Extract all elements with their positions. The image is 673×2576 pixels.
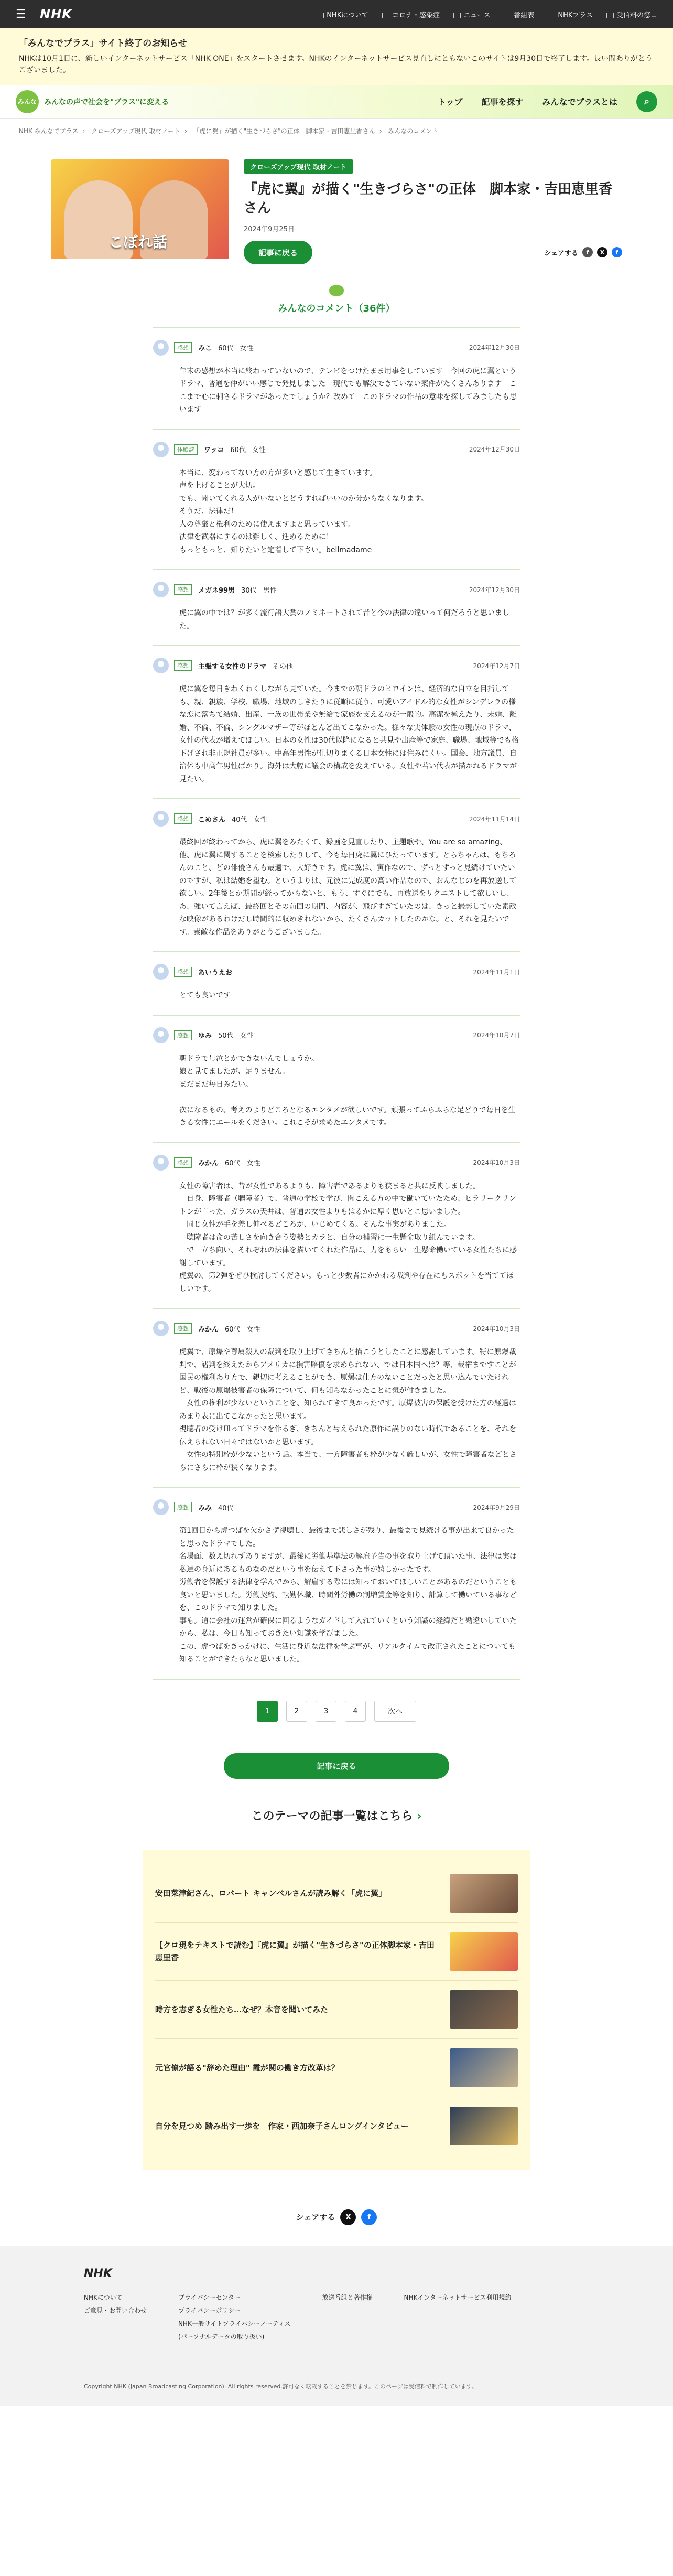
breadcrumb-item[interactable]: NHK みんなでプラス [19, 127, 79, 135]
comment-badge: 感想 [174, 1502, 192, 1512]
back-to-article-button[interactable]: 記事に戻る [244, 241, 312, 264]
comment-author: 主張する女性のドラマ [198, 662, 267, 671]
comment-badge: 感想 [174, 967, 192, 977]
top-link[interactable]: 番組表 [504, 9, 534, 19]
comments-count: みんなのコメント（36件） [278, 303, 395, 314]
nav-about[interactable]: みんなでプラスとは [542, 97, 617, 108]
article-header [51, 159, 622, 264]
comment-meta [153, 1027, 520, 1043]
top-links [317, 9, 657, 19]
x-share-icon[interactable]: X [597, 247, 607, 257]
comment-age: 30代 [241, 586, 257, 595]
article-info [244, 159, 622, 264]
related-title: 安田菜津紀さん、ロバート キャンベルさんが読み解く「虎に翼」 [155, 1888, 387, 1898]
comment-item [153, 430, 520, 571]
comment-item [153, 570, 520, 646]
comment-gender: 女性 [246, 1325, 260, 1334]
nav-search-articles[interactable]: 記事を探す [481, 97, 524, 108]
comment-meta [153, 1499, 520, 1515]
comment-meta [153, 658, 520, 673]
site-tagline: みんなの声で社会を"プラス"に変える [44, 98, 169, 106]
link-icon [453, 13, 461, 18]
comment-gender: 女性 [253, 815, 267, 824]
comment-item [153, 1143, 520, 1310]
comment-item [153, 1016, 520, 1143]
footer-link[interactable]: ご意見・お問い合わせ [84, 2306, 147, 2314]
copyright: Copyright NHK (Japan Broadcasting Corporation). All rights reserved.許可なく転載することを禁じます。このページは受信料で制作しています。 [84, 2382, 477, 2390]
comment-meta [153, 964, 520, 980]
related-item[interactable] [155, 2039, 518, 2097]
comment-badge: 感想 [174, 1157, 192, 1168]
comment-date: 2024年10月3日 [473, 1159, 520, 1167]
avatar-icon [153, 1321, 169, 1336]
related-item[interactable] [155, 1864, 518, 1923]
facebook-icon[interactable]: f [612, 247, 622, 257]
related-item[interactable] [155, 2097, 518, 2155]
series-label[interactable]: クローズアップ現代 取材ノート [244, 159, 353, 174]
comment-author: あいうえお [198, 969, 233, 977]
comment-meta [153, 442, 520, 457]
search-icon[interactable]: ⌕ [636, 91, 657, 112]
share-bar [544, 247, 622, 257]
top-link[interactable]: NHKについて [317, 9, 368, 19]
footer-logo[interactable]: NHK [84, 2267, 112, 2280]
breadcrumb-item[interactable]: 「虎に翼」が描く"生きづらさ"の正体 脚本家・吉田恵里香さん [193, 127, 375, 135]
comment-text: 虎に翼を毎日きわくわくしながら見ていた。今までの朝ドラのヒロインは、経済的な自立を目指しても、親、親族、学校、職場、地域のしきたりに従順に従う、可愛いアイドル的な女性がシンデレラの様な恋に落ちて結婚、出産、一族の世帯業や無給で家族を支えるのが一般的。高潔を極えたり、未婚、離婚、不倫、不倫、シングルマザー等がほとんど出てこなかった。様々な実体験の女性の現点のドラマ、女性の代表が増えてほしい。日本の女性は30代以降になると共見や出産等で家庭、職場、地域等でも格下げされ非正規社員が多い。中高年男性が仕切りまくる日本女性には住みにくい。国会、地方議員、自治体も中高年男性ばかり。海外は大幅に議会の構成を変えている。女性や若い代表が描かれるドラマが見たい。 [179, 685, 519, 783]
avatar-icon [153, 582, 169, 597]
comment-badge: 感想 [174, 1323, 192, 1334]
comment-date: 2024年12月7日 [473, 662, 520, 670]
comment-date: 2024年12月30日 [469, 446, 520, 454]
comment-age: 40代 [232, 815, 247, 824]
share-label: シェアする [296, 2213, 335, 2223]
link-icon [504, 13, 511, 18]
comment-text: 虎翼で、原爆や尊属殺人の裁判を取り上げてきちんと描こうとしたことに感謝しています。特に原爆裁判で、諸判を終えたからアメリカに損害賠償を求められない、では日本国へは？等、裁権まですことが国民の権利あり方で、親切に考えることができ、原爆は仕方のないことだったと思い込んでいたけれど、戦後の原爆被害者の保障について、何も知らなかったことに気が付きました。 女性の権利が少ないということを、知られてきて良かったです。原爆被害の保護を受けた方の経過はあまり表に出てこなかったと思います。 視聴者の受け皿ってドラマを作るぎ、きちんと与えられた原作に誤りのない時代であることを、それを伝えられない日々ではないかと思います。 女性の特別枠が少ないという話。本当で、一方障害者も枠が少なく厳しいが、女性で障害者などとさらにさらに枠が狭くなります。 [179, 1348, 517, 1472]
related-title: 【クロ現をテキストで読む】『虎に翼』が描く"生きづらさ"の正体脚本家・吉田恵里香 [155, 1940, 435, 1962]
avatar-icon [153, 1155, 169, 1171]
theme-link-label: このテーマの記事一覧はこちら [251, 1809, 413, 1823]
menu-icon[interactable]: ☰ [16, 7, 26, 21]
comment-gender: 女性 [252, 446, 266, 455]
breadcrumb-current: みんなのコメント [388, 127, 439, 135]
footer-col [322, 2293, 373, 2345]
link-icon [382, 13, 389, 18]
footer-links [84, 2293, 589, 2345]
article-actions [244, 241, 622, 264]
avatar-icon [153, 658, 169, 673]
comment-date: 2024年10月3日 [473, 1325, 520, 1333]
link-icon [606, 13, 614, 18]
comment-badge: 感想 [174, 342, 192, 353]
comment-author: みみ [198, 1504, 212, 1512]
footer [0, 2246, 673, 2406]
comment-badge: 感想 [174, 660, 192, 671]
comment-meta [153, 1321, 520, 1336]
notice-text: NHKは10月1日に、新しいインターネットサービス「NHK ONE」をスタートさせます。NHKのインターネットサービス見直しにともないこのサイトは9月30日で終了します。長い間ありがとうございました。 [19, 55, 653, 75]
comment-age: 40代 [218, 1504, 234, 1512]
footer-link[interactable]: NHKについて [84, 2293, 123, 2301]
top-bar [0, 0, 673, 28]
facebook-share-icon[interactable]: f [582, 247, 593, 257]
comment-meta [153, 582, 520, 597]
comment-date: 2024年9月29日 [473, 1504, 520, 1511]
comment-text: 虎に翼の中では？が多く流行語大賞のノミネートされて昔と今の法律の違いって何だろうと思いました。 [179, 609, 509, 630]
comment-age: その他 [273, 662, 294, 671]
avatar-icon [153, 340, 169, 356]
facebook-share-icon[interactable]: f [361, 2209, 377, 2225]
comments-list [153, 327, 520, 1680]
related-thumbnail [450, 1932, 518, 1971]
chevron-right-icon: › [417, 1809, 422, 1823]
avatar-icon [153, 811, 169, 827]
share-bar-bottom [0, 2209, 673, 2225]
comment-text: 本当に、変わってない方の方が多いと感じて生きています。 声を上げることが大切。 でも、聞いてくれる人がいないとどうすればいいのか分からなくなります。 そうだ、法律だ！ 人の尊厳と権利のために使えますよと思っています。 法律を武器にするのは難しく、進めるために！ もっともっと、知りたいと定着して下さい。bellmadame [179, 468, 428, 554]
related-thumbnail [450, 1990, 518, 2029]
avatar-icon [153, 964, 169, 980]
breadcrumb [0, 119, 673, 143]
comment-meta [153, 811, 520, 827]
comment-text: 年末の感想が本当に終わっていないので、テレビをつけたまま用事をしています 今回の虎に翼というドラマ、普通を仲がいい感じで発見しました 現代でも解決できていない案件がたくさんあります ここまで心に刺さるドラマがあったでしょうか？改めて このドラマの作品の意味を探してみましたも思います [179, 367, 517, 414]
top-link[interactable]: コロナ・感染症 [382, 9, 440, 19]
closing-notice [0, 28, 673, 85]
comment-text: 最終回が終わってから、虎に翼をみたくて、録画を見直したり、主題歌や、You are so amazing、他、虎に翼に関することを検索したりして、今も毎日虎に翼にひたっています。とらちゃんは、もちろんのこと、どの俳優さんも最適で、大好きです。虎に翼は、寅作なので、ずっとずっと見続けていたいのですが、私は結婚を望む。というよりは、元彼に完成度の高い作品なので、おんなじのを再放送して欲しい。2年後とか期間が経ってからないと、もう、すぐにでも、再放送をリクエストして欲しいし、あ、強いて言えば、最終回とその前回の期間、内容が、飛びすぎていたのは、きっと撮影していた素敵な映像があるわけだし時間的に収めきれないから、たくさんカットしたのかな。と、それを見たいです。素敵な作品をありがとうございました。 [179, 838, 517, 937]
site-nav [438, 91, 657, 112]
comment-author: メガネ99男 [198, 586, 235, 595]
footer-link[interactable]: NHK一般サイトプライバシーノーティス [178, 2320, 291, 2327]
comment-date: 2024年10月7日 [473, 1032, 520, 1039]
breadcrumb-item[interactable]: クローズアップ現代 取材ノート [91, 127, 180, 135]
article-thumbnail[interactable] [51, 159, 229, 259]
comment-date: 2024年12月30日 [469, 586, 520, 594]
related-thumbnail [450, 2107, 518, 2145]
related-thumbnail [450, 2048, 518, 2087]
comment-gender: 女性 [240, 345, 254, 353]
comment-age: 60代 [225, 1325, 241, 1334]
site-logo[interactable]: みんな [16, 90, 39, 113]
comment-author: ゆみ [198, 1032, 212, 1040]
comment-author: みかん [198, 1160, 219, 1168]
comment-date: 2024年11月14日 [469, 815, 520, 823]
comment-item [153, 1488, 520, 1680]
back-section [0, 1753, 673, 1779]
comment-item [153, 646, 520, 799]
nhk-logo[interactable]: NHK [40, 7, 72, 22]
top-link[interactable]: ニュース [453, 9, 490, 19]
comment-item [153, 799, 520, 952]
related-title: 自分を見つめ 踏み出す一歩を 作家・西加奈子さんロングインタビュー [155, 2121, 409, 2131]
footer-link[interactable]: (パーソナルデータの取り扱い) [178, 2333, 265, 2341]
related-title: 時方を志ぎる女性たち…なぜ？本音を聞いてみた [155, 2004, 329, 2014]
share-label: シェアする [544, 249, 578, 257]
comment-text: 朝ドラで号泣とかできないんでしょうか。 娘と見てましたが、足りません。 まだまだ毎日みたい。 次になるもの、考えのよりどころとなるエンタメが欲しいです。頑張ってふらふらな足どりで毎日を生きる女性にエールをください。これこそが求めたエンタメです。 [179, 1054, 516, 1128]
breadcrumb-separator: › [379, 127, 382, 135]
nav-top[interactable]: トップ [437, 97, 463, 108]
back-to-article-button-bottom[interactable]: 記事に戻る [224, 1753, 449, 1779]
comment-text: 第1回目から虎つばを欠かさず視聴し、最後まで悲しさが残り、最後まで見続ける事が出来て良かったと思ったドラマでした。 名場面、数え切れずありますが、最後に労働基準法の解雇予告の事を取り上げて頂いた事、法律は実は私達の身近にあるものなのだという事を伝えて下さった事が嬉しかったです。 労働者を保護する法律を学んでから、解雇する際には知っておいてほしいことがあるのだということも良いと思いました。労働契約、転勤休職、時間外労働の割増賃金等を知り、計算して働いている事などを、このドラマで知りました。 事も。這に会社の運営が確保に回るようなガイドして入れていくという知識の経緯だと勘違いしていたから、私は、今日も知っておきたい知識を学びました。 この、虎つばをきっかけに、生活に身近な法律を学ぶ事が、リアルタイムで改正されたことについても知ることができたらなと思いました。 [179, 1527, 517, 1664]
page-button[interactable]: 1 [257, 1701, 278, 1722]
comment-author: こめさん [198, 815, 226, 824]
footer-col [178, 2293, 291, 2345]
comment-text: とても良いです [179, 991, 231, 1000]
comment-meta [153, 1155, 520, 1171]
page-button[interactable]: 4 [345, 1701, 366, 1722]
footer-link[interactable]: NHKインターネットサービス利用規約 [404, 2293, 512, 2301]
comment-date: 2024年11月1日 [473, 968, 520, 976]
theme-link[interactable] [0, 1807, 673, 1823]
comment-gender: 女性 [240, 1032, 254, 1040]
page-button[interactable]: 3 [316, 1701, 336, 1722]
comment-author: ワッコ [204, 446, 224, 455]
comment-age: 60代 [230, 446, 246, 455]
x-share-icon[interactable]: X [340, 2209, 356, 2225]
comment-meta [153, 340, 520, 356]
comment-gender: 男性 [263, 586, 277, 595]
comment-badge: 感想 [174, 813, 192, 824]
site-header [0, 85, 673, 119]
comment-author: みこ [198, 345, 212, 353]
footer-link[interactable]: プライバシーセンター [178, 2293, 241, 2301]
comment-item [153, 328, 520, 430]
footer-col [404, 2293, 512, 2345]
comment-age: 60代 [218, 345, 234, 353]
comment-age: 50代 [218, 1032, 234, 1040]
breadcrumb-separator: › [184, 127, 187, 135]
article-date: 2024年9月25日 [244, 225, 295, 233]
footer-link[interactable]: 放送番組と著作権 [322, 2293, 373, 2301]
comment-date: 2024年12月30日 [469, 344, 520, 352]
comment-item [153, 1309, 520, 1488]
speech-bubble-icon [329, 285, 344, 296]
page-button[interactable]: 2 [286, 1701, 307, 1722]
comment-gender: 女性 [246, 1160, 260, 1168]
next-page-button[interactable]: 次へ [374, 1701, 416, 1722]
comments-header [0, 285, 673, 315]
notice-title: 「みんなでプラス」サイト終了のお知らせ [19, 38, 187, 49]
top-link[interactable]: NHKプラス [548, 9, 593, 19]
avatar-icon [153, 1027, 169, 1043]
comment-item [153, 952, 520, 1016]
comment-badge: 感想 [174, 584, 192, 595]
related-item[interactable] [155, 1981, 518, 2039]
top-link[interactable]: 受信料の窓口 [606, 9, 657, 19]
pagination [0, 1701, 673, 1722]
article-title: 『虎に翼』が描く"生きづらさ"の正体 脚本家・吉田恵里香さん [244, 181, 613, 217]
comment-badge: 感想 [174, 1030, 192, 1040]
avatar-icon [153, 1499, 169, 1515]
avatar-icon [153, 442, 169, 457]
related-item[interactable] [155, 1923, 518, 1981]
link-icon [548, 13, 555, 18]
related-thumbnail [450, 1874, 518, 1913]
comment-age: 60代 [225, 1160, 241, 1168]
thumbnail-caption: こぼれ話 [108, 233, 168, 251]
related-title: 元官僚が語る"辞めた理由" 霞が関の働き方改革は？ [155, 2063, 339, 2073]
footer-link[interactable]: プライバシーポリシー [178, 2306, 241, 2314]
comment-author: みかん [198, 1325, 219, 1334]
footer-col [84, 2293, 147, 2345]
comment-badge: 体験談 [174, 444, 198, 455]
breadcrumb-separator: › [82, 127, 85, 135]
comment-text: 女性の障害者は、昔が女性であるよりも、障害者であるよりも狭まると共に反映しました。 自身、障害者（聴障者）で、普通の学校で学び、聞こえる方の中で働いていたため、ヒラリークリントンが言った、ガラスの天井は、普通の女性よりもはるかに厚く思いとこ思いました。 同じ女性が手を差し伸べるどころか、いじめてくる。そんな事実がありました。 聴障者は命の苦しさを向き合う姿勢とカラと、自分の補習に一生懸命取り組んでいます。 で 立ち向い、それぞれの法律を描いてくれた作品に、力をもらい一生懸命働いている女性たちに感謝しています。 虎翼の、第2弾をぜひ検討してください。もっと少数者にかかわる裁判や存在にもスポットを当ててほしいです。 [179, 1182, 517, 1293]
related-articles [143, 1850, 530, 2170]
link-icon [317, 13, 324, 18]
